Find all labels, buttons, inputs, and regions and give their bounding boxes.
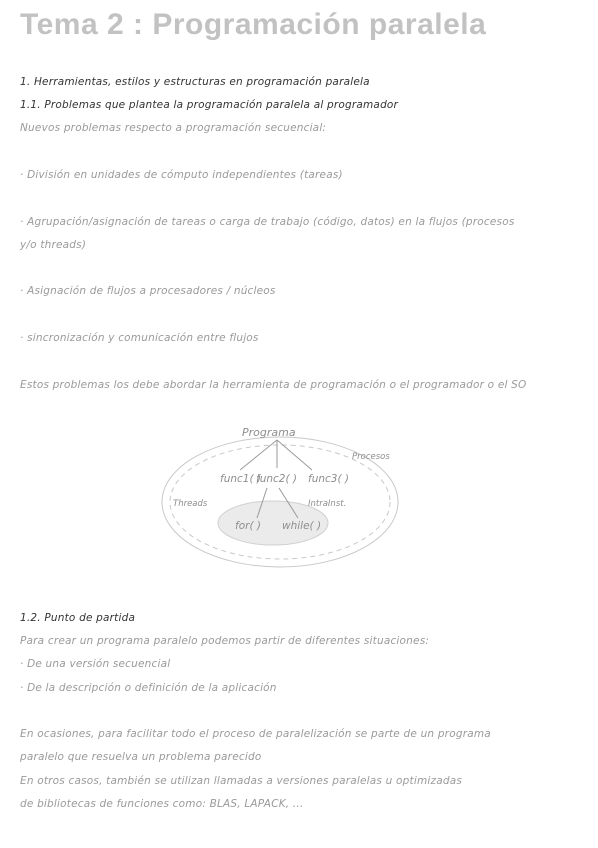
bullet-item: · De una versión secuencial	[20, 658, 171, 670]
paragraph-line: En ocasiones, para facilitar todo el proceso de paralelización se parte de un programa	[20, 728, 491, 740]
func1-label: func1( )	[220, 473, 261, 485]
paragraph-line: En otros casos, también se utilizan llamadas a versiones paralelas u optimizadas	[20, 775, 463, 787]
bullet-item: · sincronización y comunicación entre flujos	[20, 332, 259, 344]
program-diagram	[160, 420, 400, 570]
connector	[277, 440, 312, 470]
bullet-item: · De la descripción o definición de la aplicación	[20, 682, 277, 694]
closing-text: Estos problemas los debe abordar la herramienta de programación o el programador o el SO	[20, 379, 527, 391]
intro-text: Nuevos problemas respecto a programación secuencial:	[20, 122, 327, 134]
bullet-item: · Agrupación/asignación de tareas o carga de trabajo (código, datos) en la flujos (procesos	[20, 216, 515, 228]
func3-label: func3( )	[308, 473, 349, 485]
paragraph-line: de bibliotecas de funciones como: BLAS, LAPACK, ...	[20, 798, 304, 810]
threads-label: Threads	[173, 499, 208, 509]
while-label: while( )	[282, 520, 322, 532]
paragraph-line: paralelo que resuelva un problema parecido	[20, 751, 262, 763]
procesos-label: Procesos	[352, 452, 390, 462]
page-title: Tema 2 : Programación paralela	[20, 8, 487, 41]
section-1-heading: 1. Herramientas, estilos y estructuras en programación paralela	[20, 76, 370, 88]
section-1-2-heading: 1.2. Punto de partida	[20, 612, 136, 624]
intrainst-label: IntraInst.	[308, 499, 347, 509]
for-label: for( )	[235, 520, 261, 532]
bullet-item: · División en unidades de cómputo independientes (tareas)	[20, 169, 343, 181]
section-1-1-heading: 1.1. Problemas que plantea la programación paralela al programador	[20, 99, 399, 111]
programa-label: Programa	[242, 426, 296, 439]
connector	[240, 440, 277, 470]
bullet-item-continuation: y/o threads)	[20, 239, 87, 251]
bullet-item: · Asignación de flujos a procesadores / núcleos	[20, 285, 276, 297]
section-1-2-intro: Para crear un programa paralelo podemos partir de diferentes situaciones:	[20, 635, 430, 647]
func2-label: func2( )	[256, 473, 297, 485]
